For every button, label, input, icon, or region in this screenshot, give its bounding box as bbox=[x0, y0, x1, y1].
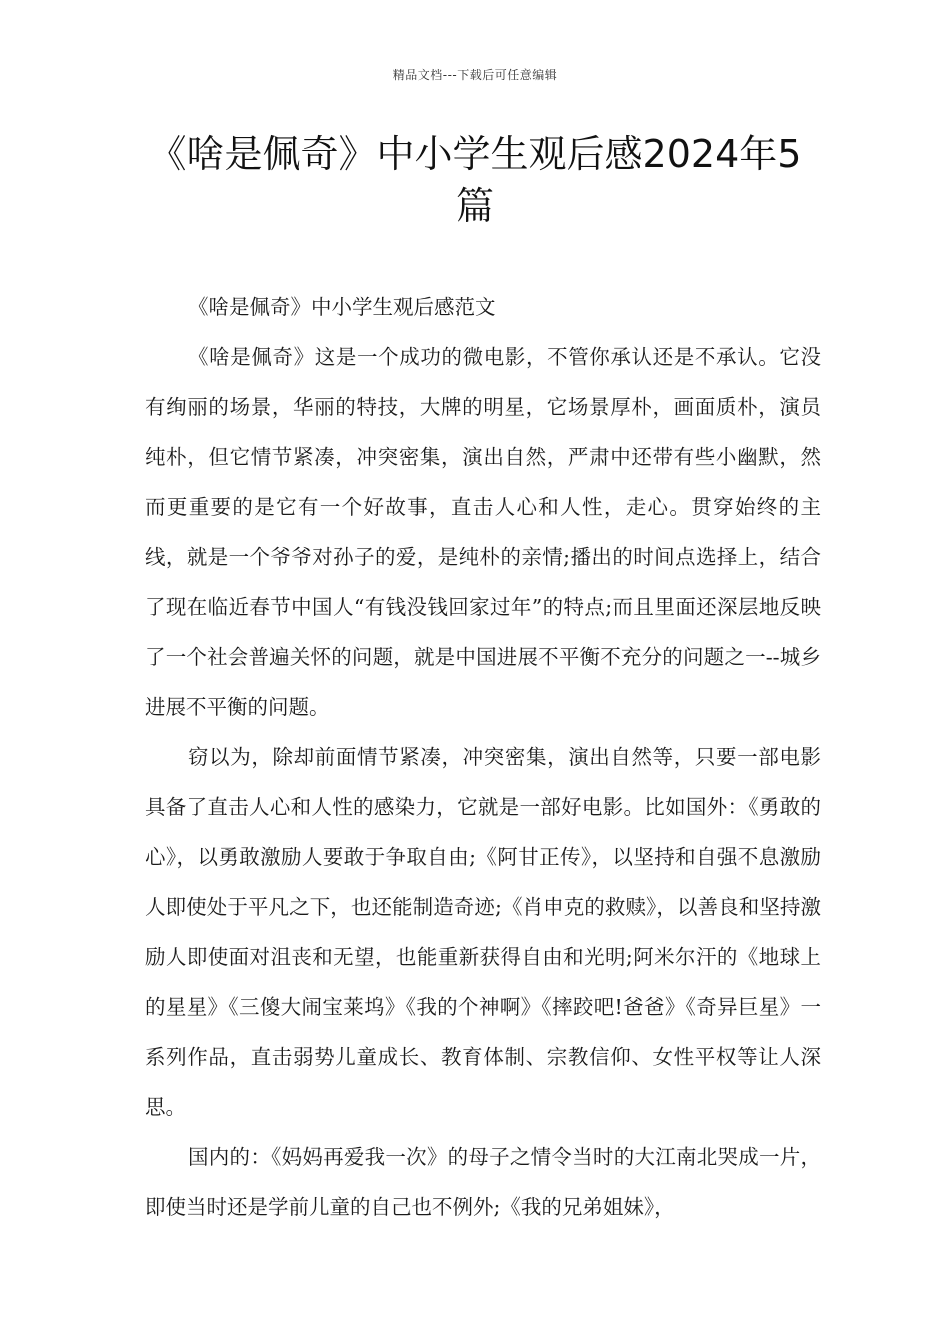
paragraph-subtitle: 《啥是佩奇》中小学生观后感范文 bbox=[188, 295, 496, 319]
document-body bbox=[145, 282, 821, 1232]
paragraph: 《啥是佩奇》这是一个成功的微电影，不管你承认还是不承认。它没有绚丽的场景，华丽的特技，大牌的明星，它场景厚朴，画面质朴，演员纯朴，但它情节紧凑，冲突密集，演出自然，严肃中还带有些小幽默，然而更重要的是它有一个好故事，直击人心和人性，走心。贯穿始终的主线，就是一个爷爷对孙子的爱，是纯朴的亲情;播出的时间点选择上，结合了现在临近春节中国人“有钱没钱回家过年”的特点;而且里面还深层地反映了一个社会普遍关怀的问题，就是中国进展不平衡不充分的问题之一--城乡进展不平衡的问题。 bbox=[145, 345, 821, 719]
document-title: 《啥是佩奇》中小学生观后感2024年5篇 bbox=[148, 132, 802, 228]
header-note: 精品文档---下载后可任意编辑 bbox=[392, 68, 558, 82]
paragraph: 窃以为，除却前面情节紧凑，冲突密集，演出自然等，只要一部电影具备了直击人心和人性的感染力，它就是一部好电影。比如国外：《勇敢的心》，以勇敢激励人要敢于争取自由;《阿甘正传》，以坚持和自强不息激励人即使处于平凡之下，也还能制造奇迹;《肖申克的救赎》，以善良和坚持激励人即使面对沮丧和无望，也能重新获得自由和光明;阿米尔汗的《地球上的星星》《三傻大闹宝莱坞》《我的个神啊》《摔跤吧!爸爸》《奇异巨星》一系列作品，直击弱势儿童成长、教育体制、宗教信仰、女性平权等让人深思。 bbox=[145, 745, 821, 1119]
paragraph: 国内的：《妈妈再爱我一次》的母子之情令当时的大江南北哭成一片，即使当时还是学前儿童的自己也不例外;《我的兄弟姐妹》， bbox=[145, 1145, 821, 1219]
